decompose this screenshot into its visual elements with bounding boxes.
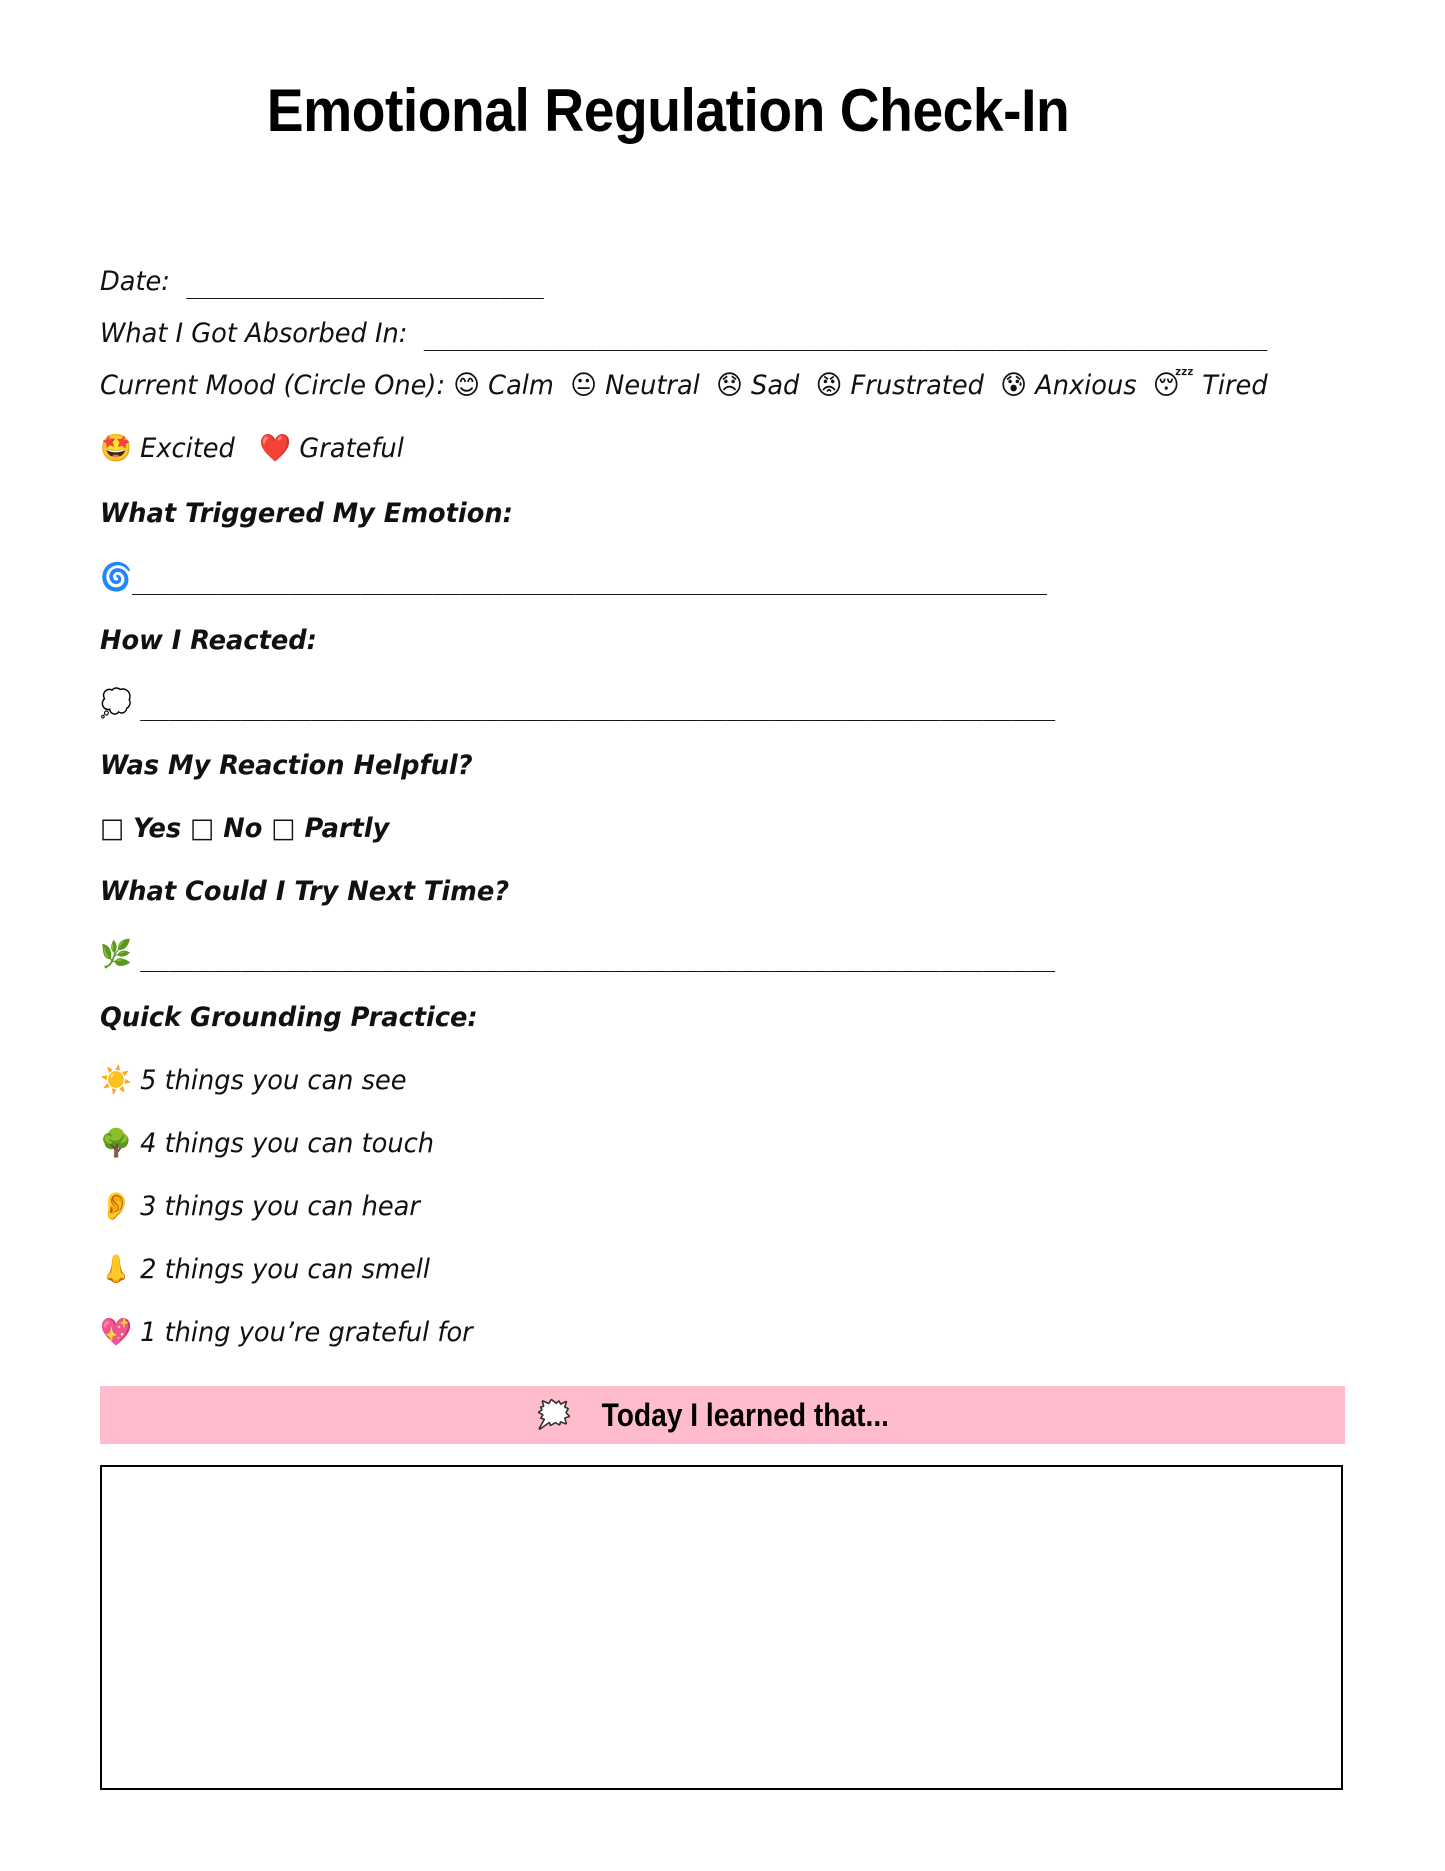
sad-face-emoji: 😞 — [716, 370, 743, 401]
mood-option-calm[interactable]: Calm — [488, 370, 554, 401]
angry-face-emoji: 😡 — [815, 370, 843, 401]
mood-selector-row-2 — [100, 435, 404, 462]
helpful-choices-row — [100, 815, 389, 842]
date-field-row — [100, 266, 544, 299]
today-i-learned-answer-box[interactable] — [100, 1465, 1343, 1790]
anxious-face-emoji: 😰 — [1000, 370, 1027, 401]
trigger-answer-row — [100, 562, 1048, 595]
grounding-item-see — [100, 1067, 407, 1094]
mood-option-frustrated[interactable]: Frustrated — [850, 370, 984, 401]
section-heading-helpful: Was My Reaction Helpful? — [100, 750, 473, 781]
next-time-input-line[interactable]: ________________________________________________________________ — [140, 943, 1056, 972]
mood-option-grateful[interactable]: Grateful — [299, 433, 404, 464]
absorbed-input-line[interactable]: ___________________________________________________________ — [423, 322, 1268, 351]
next-time-answer-row — [100, 939, 1056, 972]
grounding-item-label: 3 things you can hear — [140, 1191, 420, 1222]
reacted-input-line[interactable]: ________________________________________________________________ — [140, 692, 1056, 721]
neutral-face-emoji: 😐 — [570, 370, 597, 401]
date-label: Date: — [100, 266, 170, 297]
section-heading-next-time: What Could I Try Next Time? — [100, 876, 510, 907]
grounding-item-grateful — [100, 1319, 473, 1346]
checkbox-yes[interactable]: □ — [100, 813, 125, 844]
reacted-answer-row — [100, 688, 1056, 721]
date-input-line[interactable]: _________________________ — [186, 270, 544, 299]
trigger-input-line[interactable]: ________________________________________________________________ — [131, 566, 1048, 595]
checkbox-label-partly[interactable]: Partly — [304, 813, 390, 844]
section-heading-grounding: Quick Grounding Practice: — [100, 1002, 478, 1033]
today-i-learned-banner — [100, 1386, 1345, 1444]
ear-emoji: 👂 — [100, 1191, 132, 1222]
sun-emoji: ☀️ — [100, 1065, 132, 1096]
mood-option-anxious[interactable]: Anxious — [1035, 370, 1137, 401]
mood-label: Current Mood (Circle One): — [100, 370, 446, 401]
checkbox-no[interactable]: □ — [190, 813, 215, 844]
absorbed-field-row — [100, 318, 1268, 351]
mood-option-sad[interactable]: Sad — [751, 370, 800, 401]
banner-title: Today I learned that... — [601, 1396, 889, 1433]
spiral-emoji: 🌀 — [100, 562, 132, 593]
mood-option-excited[interactable]: Excited — [140, 433, 235, 464]
mood-option-tired[interactable]: Tired — [1202, 370, 1268, 401]
checkbox-partly[interactable]: □ — [271, 813, 296, 844]
tree-emoji: 🌳 — [100, 1128, 132, 1159]
grounding-item-touch — [100, 1130, 434, 1157]
smiling-face-emoji: 😊 — [453, 370, 480, 401]
sleeping-face-emoji: 😴 — [1152, 370, 1195, 401]
thought-balloon-emoji: 💭 — [100, 688, 132, 719]
page-title: Emotional Regulation Check-In — [266, 77, 1070, 144]
mood-selector-row-1 — [100, 372, 1268, 399]
nose-emoji: 👃 — [100, 1254, 132, 1285]
grounding-item-smell — [100, 1256, 430, 1283]
grounding-item-label: 2 things you can smell — [140, 1254, 430, 1285]
grounding-item-hear — [100, 1193, 420, 1220]
star-struck-face-emoji: 🤩 — [100, 433, 132, 464]
checkbox-label-no[interactable]: No — [223, 813, 263, 844]
grounding-item-label: 4 things you can touch — [140, 1128, 434, 1159]
speech-balloon-emoji: 🗯️ — [536, 1398, 572, 1431]
checkbox-label-yes[interactable]: Yes — [133, 813, 182, 844]
section-heading-trigger: What Triggered My Emotion: — [100, 498, 513, 529]
mood-option-neutral[interactable]: Neutral — [605, 370, 700, 401]
grounding-item-label: 1 thing you’re grateful for — [140, 1317, 473, 1348]
grounding-item-label: 5 things you can see — [140, 1065, 407, 1096]
sparkling-heart-emoji: 💖 — [100, 1317, 132, 1348]
red-heart-emoji: ❤️ — [259, 433, 292, 464]
herb-leaf-emoji: 🌿 — [100, 939, 132, 970]
worksheet-content — [100, 0, 1345, 1433]
absorbed-label: What I Got Absorbed In: — [100, 318, 408, 349]
section-heading-reacted: How I Reacted: — [100, 625, 317, 656]
